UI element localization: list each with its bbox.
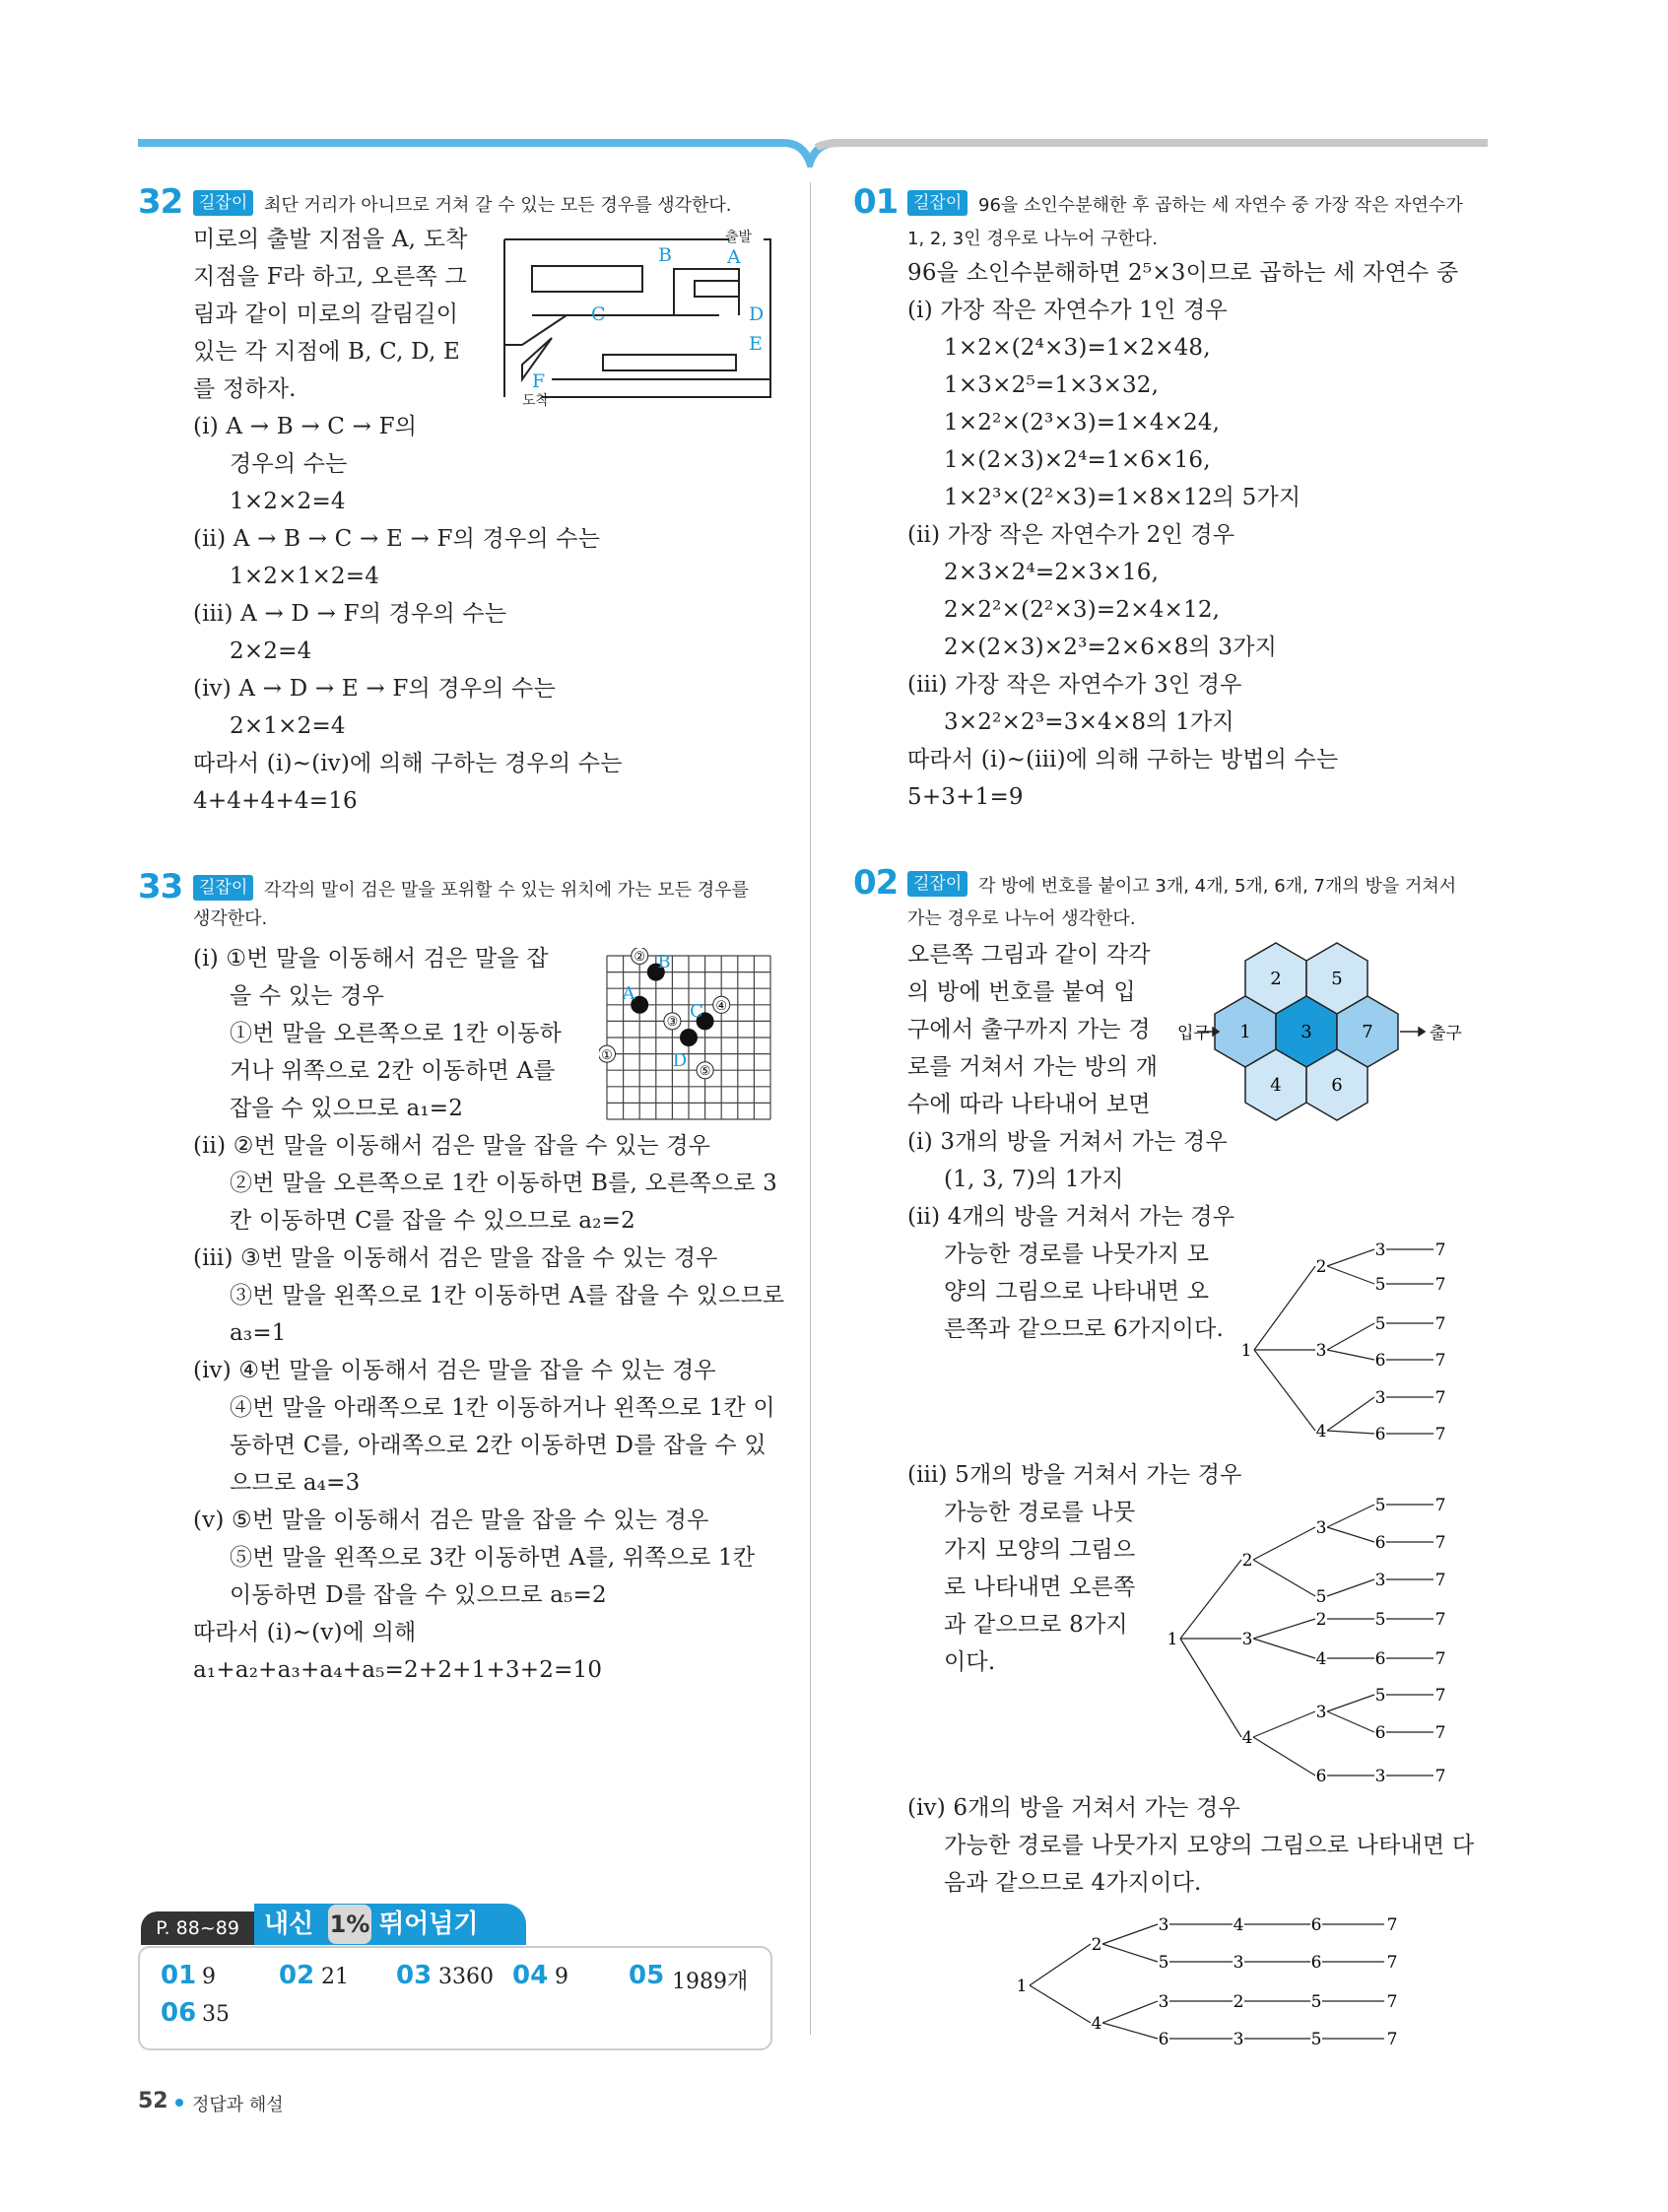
maze-label-b: B [658, 244, 672, 266]
answer-value: 1989개 [672, 1970, 749, 1994]
tree-node: 5 [1374, 1314, 1386, 1334]
text-line: 1×2×(2⁴×3)=1×2×48, [944, 335, 1211, 361]
text-line: 양의 그림으로 나타내면 오 [944, 1279, 1210, 1305]
case-line: 2×1×2=4 [230, 713, 346, 739]
text-line: 1×2²×(2³×3)=1×4×24, [944, 410, 1221, 436]
tree-node: 1 [1016, 1977, 1028, 1996]
answers-title-b: 1% [328, 1905, 371, 1944]
tree-node: 5 [1310, 2030, 1322, 2049]
tree-node: 7 [1434, 1351, 1446, 1371]
text-line: 수에 따라 나타내어 보면 [907, 1092, 1151, 1117]
tree-node: 5 [1374, 1275, 1386, 1295]
answer-value: 9 [555, 1965, 568, 1989]
room-4: 4 [1270, 1075, 1282, 1096]
text-line: 칸 이동하면 C를 잡을 수 있으므로 a₂=2 [230, 1208, 635, 1234]
maze-end: 도착 [522, 393, 550, 409]
text-line: 가지 모양의 그림으 [944, 1537, 1136, 1563]
text-line: 3×2²×2³=3×4×8의 1가지 [944, 709, 1234, 735]
case-line: (ⅲ) A → D → F의 경우의 수는 [193, 601, 507, 627]
tree-node: 7 [1434, 1275, 1446, 1295]
case-line: (ⅰ) A → B → C → F의 [193, 414, 418, 439]
text-line: (ⅲ) ③번 말을 이동해서 검은 말을 잡을 수 있는 경우 [193, 1245, 718, 1271]
board-piece-1: ① [601, 1048, 613, 1063]
tree-node: 7 [1434, 1496, 1446, 1515]
tree-node: 3 [1315, 1518, 1327, 1538]
maze-label-d: D [749, 303, 765, 325]
text-line: (ⅱ) ②번 말을 이동해서 검은 말을 잡을 수 있는 경우 [193, 1133, 711, 1159]
tree-node: 7 [1434, 1533, 1446, 1553]
tree-node: 7 [1434, 1610, 1446, 1630]
tree-node: 3 [1315, 1341, 1327, 1361]
tree-node: 2 [1315, 1257, 1327, 1277]
answer-number: 02 [279, 1961, 315, 1990]
header-bar [0, 0, 1668, 168]
tree-node: 6 [1310, 1915, 1322, 1935]
text-line: (ⅲ) 5개의 방을 거쳐서 가는 경우 [907, 1462, 1242, 1488]
text-line: 이다. [944, 1649, 996, 1675]
text-line: 2×2²×(2²×3)=2×4×12, [944, 597, 1221, 623]
tree-node: 3 [1374, 1388, 1386, 1408]
answer-number: 01 [161, 1961, 197, 1990]
problem-number-32: 32 [138, 182, 183, 222]
hint-label: 길잡이 [193, 190, 253, 216]
answers-box [138, 1946, 772, 2050]
text-line: 구에서 출구까지 가는 경 [907, 1017, 1151, 1042]
tree-node: 6 [1374, 1425, 1386, 1443]
tree-node: 6 [1374, 1723, 1386, 1743]
tree-node: 5 [1315, 1587, 1327, 1607]
text-line: 로를 거쳐서 가는 방의 개 [907, 1054, 1159, 1080]
text-line: 따라서 (ⅰ)~(ⅲ)에 의해 구하는 방법의 수는 [907, 747, 1339, 772]
answer-number: 04 [512, 1961, 549, 1990]
problem-number-33: 33 [138, 867, 183, 906]
text-line: 과 같으므로 8가지 [944, 1612, 1128, 1638]
tree-node: 7 [1434, 1425, 1446, 1443]
tree-node: 6 [1310, 1953, 1322, 1973]
tree-node: 7 [1434, 1723, 1446, 1743]
text-line: 림과 같이 미로의 갈림길이 [193, 302, 459, 327]
text-line: 96을 소인수분해하면 2⁵×3이므로 곱하는 세 자연수 중 [907, 260, 1459, 286]
answers-title-c: 뛰어넘기 [379, 1910, 479, 1939]
text-line: (ⅳ) 6개의 방을 거쳐서 가는 경우 [907, 1795, 1240, 1821]
text-line: 를 정하자. [193, 376, 297, 402]
hex-entrance: 입구 [1177, 1024, 1210, 1043]
text-line: 의 방에 번호를 붙여 입 [907, 979, 1136, 1005]
answer-value: 3360 [438, 1965, 494, 1989]
board-piece-3: ③ [666, 1015, 679, 1030]
text-line: 잡을 수 있으므로 a₁=2 [230, 1096, 464, 1121]
case-line: 경우의 수는 [230, 451, 348, 477]
tree-node: 4 [1315, 1422, 1327, 1441]
case-line: 4+4+4+4=16 [193, 788, 358, 814]
hint-label: 길잡이 [907, 190, 967, 216]
tree-node: 5 [1374, 1610, 1386, 1630]
tree-node: 7 [1434, 1240, 1446, 1260]
maze-label-f: F [532, 370, 546, 392]
hint-label: 길잡이 [193, 875, 253, 901]
tree-node: 4 [1091, 2014, 1102, 2034]
tree-node: 2 [1315, 1610, 1327, 1630]
tree-node: 3 [1374, 1240, 1386, 1260]
hex-exit: 출구 [1430, 1024, 1462, 1043]
case-line: (ⅱ) A → B → C → E → F의 경우의 수는 [193, 526, 601, 552]
text-line: 로 나타내면 오른쪽 [944, 1575, 1136, 1600]
tree-node: 3 [1233, 2030, 1244, 2049]
tree-diagram-6rooms [1010, 1907, 1424, 2054]
answers-title-a: 내신 [264, 1910, 314, 1939]
tree-node: 5 [1374, 1686, 1386, 1706]
tree-node: 5 [1310, 1992, 1322, 2012]
room-5: 5 [1331, 969, 1343, 989]
text-line: 가능한 경로를 나뭇가지 모 [944, 1241, 1210, 1267]
tree-node: 3 [1374, 1767, 1386, 1786]
tree-node: 7 [1434, 1649, 1446, 1669]
tree-node: 7 [1386, 1915, 1398, 1935]
text-line: ⑤번 말을 왼쪽으로 3칸 이동하면 A를, 위쪽으로 1칸 [230, 1545, 756, 1571]
tree-node: 5 [1374, 1496, 1386, 1515]
footer-dot-icon [175, 2099, 183, 2107]
tree-node: 7 [1386, 1992, 1398, 2012]
tree-node: 6 [1374, 1649, 1386, 1669]
board-label-a: A [622, 983, 635, 1004]
hint-label: 길잡이 [907, 871, 967, 897]
maze-label-c: C [591, 303, 606, 325]
problem-number-02: 02 [853, 863, 899, 903]
board-label-d: D [672, 1050, 688, 1071]
answer-value: 35 [202, 2002, 230, 2027]
text-line: (ⅰ) 3개의 방을 거쳐서 가는 경우 [907, 1129, 1228, 1155]
hint-text: 최단 거리가 아니므로 거쳐 갈 수 있는 모든 경우를 생각한다. [264, 195, 732, 216]
text-line: 2×3×2⁴=2×3×16, [944, 560, 1160, 585]
tree-node: 3 [1158, 1915, 1169, 1935]
text-line: (1, 3, 7)의 1가지 [944, 1167, 1124, 1192]
answer-value: 21 [321, 1965, 349, 1989]
maze-label-a: A [727, 246, 741, 268]
text-line: a₁+a₂+a₃+a₄+a₅=2+2+1+3+2=10 [193, 1657, 603, 1683]
tree-node: 6 [1374, 1351, 1386, 1371]
tree-node: 2 [1091, 1935, 1102, 1955]
hint-text-2: 생각한다. [193, 908, 268, 929]
column-divider [810, 182, 811, 2035]
tree-node: 2 [1233, 1992, 1244, 2012]
tree-node: 7 [1434, 1571, 1446, 1590]
answer-value: 9 [202, 1965, 216, 1989]
hint-text: 각각의 말이 검은 말을 포위할 수 있는 위치에 가는 모든 경우를 [264, 880, 749, 901]
problem-number-01: 01 [853, 182, 899, 222]
answers-page-ref: P. 88~89 [141, 1911, 254, 1945]
page-number: 52 [138, 2089, 168, 2113]
text-line: (ⅲ) 가장 작은 자연수가 3인 경우 [907, 672, 1242, 698]
tree-node: 7 [1386, 2030, 1398, 2049]
text-line: ②번 말을 오른쪽으로 1칸 이동하면 B를, 오른쪽으로 3 [230, 1171, 777, 1196]
text-line: 가능한 경로를 나뭇 [944, 1500, 1136, 1525]
answer-number: 03 [396, 1961, 433, 1990]
text-line: 2×(2×3)×2³=2×6×8의 3가지 [944, 635, 1278, 660]
hint-text: 96을 소인수분해한 후 곱하는 세 자연수 중 가장 작은 자연수가 [978, 195, 1463, 216]
tree-node: 4 [1233, 1915, 1244, 1935]
text-line: 1×3×2⁵=1×3×32, [944, 372, 1160, 398]
case-line: 1×2×1×2=4 [230, 564, 380, 589]
tree-node: 3 [1315, 1703, 1327, 1722]
tree-node: 6 [1158, 2030, 1169, 2049]
tree-node: 7 [1434, 1314, 1446, 1334]
text-line: 거나 위쪽으로 2칸 이동하면 A를 [230, 1058, 556, 1084]
tree-node: 6 [1374, 1533, 1386, 1553]
tree-node: 3 [1158, 1992, 1169, 2012]
text-line: ③번 말을 왼쪽으로 1칸 이동하면 A를 잡을 수 있으므로 [230, 1283, 785, 1308]
text-line: 른쪽과 같으므로 6가지이다. [944, 1316, 1224, 1342]
text-line: ①번 말을 오른쪽으로 1칸 이동하 [230, 1021, 563, 1046]
hint-text-2: 가는 경우로 나누어 생각한다. [907, 908, 1136, 929]
text-line: a₃=1 [230, 1320, 287, 1346]
tree-node: 7 [1434, 1767, 1446, 1786]
text-line: (ⅰ) ①번 말을 이동해서 검은 말을 잡 [193, 946, 549, 972]
board-label-c: C [690, 1001, 703, 1022]
maze-label-e: E [749, 333, 763, 355]
board-label-b: B [657, 952, 671, 972]
text-line: (ⅰ) 가장 작은 자연수가 1인 경우 [907, 298, 1228, 323]
tree-node: 1 [1240, 1341, 1252, 1361]
tree-node: 7 [1434, 1686, 1446, 1706]
tree-diagram-4rooms [1236, 1237, 1493, 1443]
text-line: 따라서 (ⅰ)~(ⅴ)에 의해 [193, 1620, 417, 1645]
room-1: 1 [1239, 1022, 1251, 1042]
answer-number: 06 [161, 1998, 197, 2028]
tree-diagram-5rooms [1163, 1493, 1493, 1788]
tree-node: 3 [1241, 1630, 1253, 1649]
case-line: 따라서 (ⅰ)~(ⅳ)에 의해 구하는 경우의 수는 [193, 751, 623, 776]
text-line: 동하면 C를, 아래쪽으로 2칸 이동하면 D를 잡을 수 있 [230, 1433, 767, 1458]
text-line: 음과 같으므로 4가지이다. [944, 1870, 1202, 1896]
tree-node: 6 [1315, 1767, 1327, 1786]
text-line: 지점을 F라 하고, 오른쪽 그 [193, 264, 467, 290]
board-piece-5: ⑤ [699, 1064, 711, 1079]
text-line: 1×2³×(2²×3)=1×8×12의 5가지 [944, 485, 1301, 510]
tree-node: 7 [1386, 1953, 1398, 1973]
maze-start: 출발 [725, 230, 753, 245]
text-line: 이동하면 D를 잡을 수 있으므로 a₅=2 [230, 1582, 607, 1608]
tree-node: 4 [1315, 1649, 1327, 1669]
text-line: 오른쪽 그림과 같이 각각 [907, 942, 1151, 968]
room-6: 6 [1331, 1075, 1343, 1096]
text-line: 5+3+1=9 [907, 784, 1024, 810]
tree-node: 7 [1434, 1388, 1446, 1408]
tree-node: 4 [1241, 1728, 1253, 1748]
text-line: 을 수 있는 경우 [230, 983, 385, 1009]
tree-node: 5 [1158, 1953, 1169, 1973]
text-line: 있는 각 지점에 B, C, D, E [193, 339, 460, 365]
tree-node: 3 [1374, 1571, 1386, 1590]
text-line: 미로의 출발 지점을 A, 도착 [193, 227, 468, 252]
text-line: 가능한 경로를 나뭇가지 모양의 그림으로 나타내면 다 [944, 1833, 1475, 1858]
text-line: 1×(2×3)×2⁴=1×6×16, [944, 447, 1211, 473]
hint-text: 각 방에 번호를 붙이고 3개, 4개, 5개, 6개, 7개의 방을 거쳐서 [978, 876, 1457, 897]
tree-node: 1 [1167, 1630, 1178, 1649]
text-line: (ⅱ) 4개의 방을 거쳐서 가는 경우 [907, 1204, 1235, 1230]
maze-figure [493, 222, 778, 409]
case-line: (ⅳ) A → D → E → F의 경우의 수는 [193, 676, 557, 702]
text-line: (ⅳ) ④번 말을 이동해서 검은 말을 잡을 수 있는 경우 [193, 1358, 716, 1383]
room-7: 7 [1362, 1022, 1373, 1042]
room-3: 3 [1301, 1022, 1312, 1042]
hex-rooms-figure [1177, 941, 1493, 1128]
tree-node: 2 [1241, 1551, 1253, 1571]
footer-title: 정답과 해설 [192, 2095, 284, 2115]
answer-number: 05 [629, 1961, 665, 1990]
text-line: ④번 말을 아래쪽으로 1칸 이동하거나 왼쪽으로 1칸 이 [230, 1395, 775, 1421]
text-line: (ⅴ) ⑤번 말을 이동해서 검은 말을 잡을 수 있는 경우 [193, 1508, 709, 1533]
tree-node: 3 [1233, 1953, 1244, 1973]
board-piece-2: ② [634, 950, 646, 965]
text-line: 으므로 a₄=3 [230, 1470, 361, 1496]
board-figure [599, 948, 778, 1127]
room-2: 2 [1270, 969, 1282, 989]
hint-text-2: 1, 2, 3인 경우로 나누어 구한다. [907, 229, 1159, 249]
text-line: (ⅱ) 가장 작은 자연수가 2인 경우 [907, 522, 1235, 548]
case-line: 1×2×2=4 [230, 489, 346, 514]
board-piece-4: ④ [715, 999, 728, 1014]
case-line: 2×2=4 [230, 638, 312, 664]
